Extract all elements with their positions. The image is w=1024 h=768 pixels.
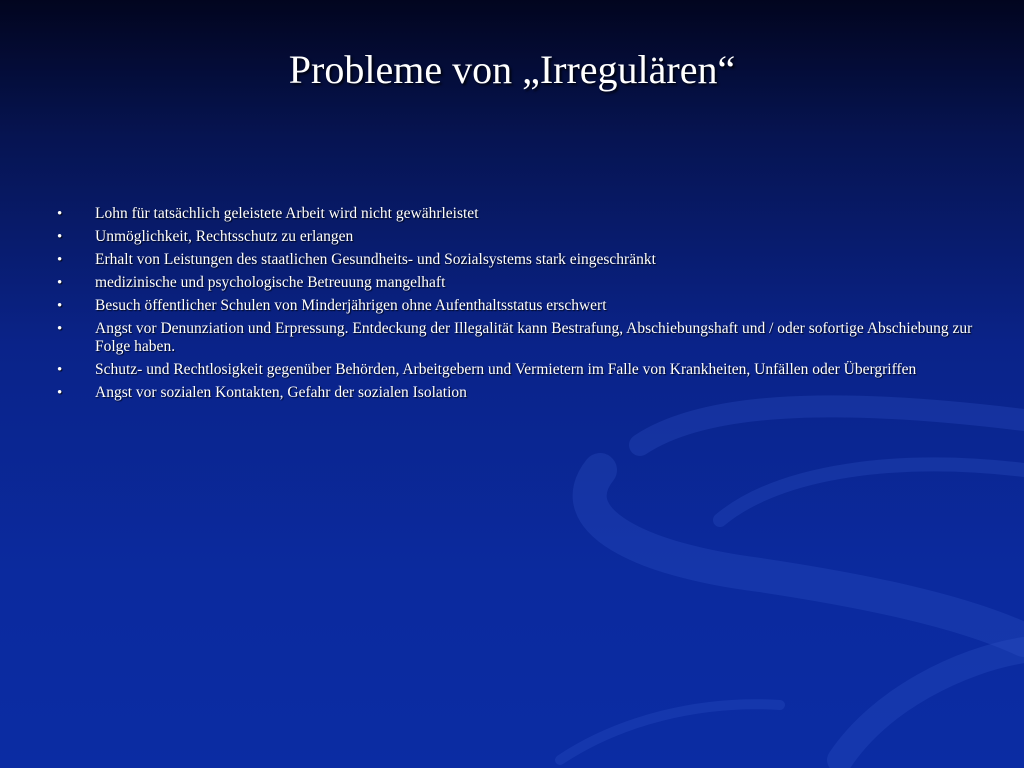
bullet-icon: • <box>57 252 63 268</box>
bullet-icon: • <box>57 229 63 245</box>
list-item-text: Schutz- und Rechtlosigkeit gegenüber Behörden, Arbeitgebern und Vermietern im Falle von Krankheiten, Unfällen oder Übergriffen <box>95 361 917 378</box>
slide-title: Probleme von „Irregulären“ <box>288 47 736 92</box>
list-item <box>55 320 975 356</box>
list-item-text: Besuch öffentlicher Schulen von Minderjährigen ohne Aufenthaltsstatus erschwert <box>95 297 607 314</box>
list-item-text: Lohn für tatsächlich geleistete Arbeit wird nicht gewährleistet <box>95 205 479 222</box>
list-item <box>55 205 975 223</box>
bullet-icon: • <box>57 362 63 378</box>
bullet-list <box>55 205 975 407</box>
bullet-icon: • <box>57 385 63 401</box>
bullet-icon: • <box>57 321 63 337</box>
list-item-text: Angst vor Denunziation und Erpressung. Entdeckung der Illegalität kann Bestrafung, Abschiebungshaft und / oder sofortige Abschiebung zur Folge haben. <box>95 320 973 355</box>
list-item <box>55 384 975 402</box>
bullet-icon: • <box>57 275 63 291</box>
list-item <box>55 361 975 379</box>
list-item <box>55 297 975 315</box>
list-item-text: medizinische und psychologische Betreuung mangelhaft <box>95 274 446 291</box>
list-item-text: Angst vor sozialen Kontakten, Gefahr der sozialen Isolation <box>95 384 467 401</box>
list-item <box>55 228 975 246</box>
bullet-icon: • <box>57 298 63 314</box>
list-item <box>55 274 975 292</box>
bullet-icon: • <box>57 206 63 222</box>
list-item-text: Unmöglichkeit, Rechtsschutz zu erlangen <box>95 228 354 245</box>
list-item-text: Erhalt von Leistungen des staatlichen Gesundheits- und Sozialsystems stark eingeschränkt <box>95 251 656 268</box>
list-item <box>55 251 975 269</box>
